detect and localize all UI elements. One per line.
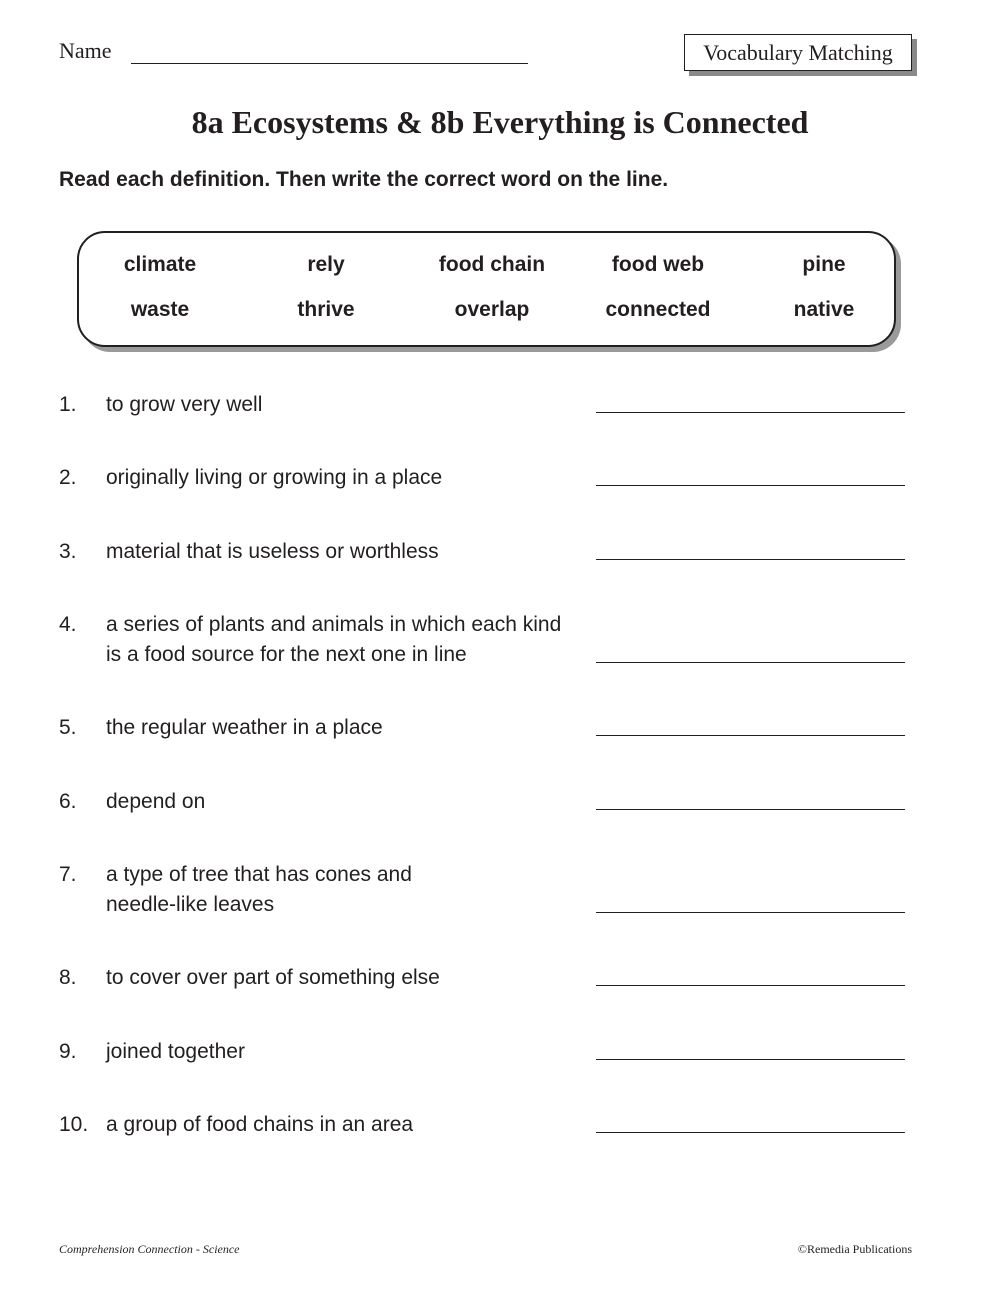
question-definition: depend on <box>106 790 206 813</box>
answer-line[interactable] <box>596 485 905 486</box>
answer-line[interactable] <box>596 662 905 663</box>
question-number: 8. <box>59 966 77 989</box>
question-definition: joined together <box>106 1040 245 1063</box>
question-number: 4. <box>59 613 77 636</box>
question-definition: a series of plants and animals in which each kind is a food source for the next one in line <box>106 613 562 666</box>
question-number: 1. <box>59 393 77 416</box>
word-bank-item: food chain <box>438 253 546 276</box>
answer-line[interactable] <box>596 559 905 560</box>
question-definition: material that is useless or worthless <box>106 540 439 563</box>
word-bank-item: waste <box>130 298 190 321</box>
word-bank-item: rely <box>307 253 345 276</box>
page-title: 8a Ecosystems & 8b Everything is Connected <box>191 104 809 140</box>
question-definition: to cover over part of something else <box>106 966 440 989</box>
worksheet-type-tag: Vocabulary Matching <box>684 34 912 71</box>
answer-line[interactable] <box>596 1059 905 1060</box>
answer-line[interactable] <box>596 985 905 986</box>
question-definition: a type of tree that has cones and needle-like leaves <box>106 863 412 916</box>
question-definition: a group of food chains in an area <box>106 1113 414 1136</box>
word-bank-item: thrive <box>297 298 355 321</box>
name-label: Name <box>59 38 112 63</box>
question-number: 2. <box>59 466 77 489</box>
question-definition: originally living or growing in a place <box>106 466 443 489</box>
word-bank-item: climate <box>123 253 197 276</box>
instructions: Read each definition. Then write the correct word on the line. <box>59 168 669 191</box>
word-bank-item: pine <box>802 253 846 276</box>
answer-line[interactable] <box>596 912 905 913</box>
word-bank-item: connected <box>605 298 711 321</box>
answer-line[interactable] <box>596 1132 905 1133</box>
answer-line[interactable] <box>596 412 905 413</box>
question-number: 10. <box>59 1113 89 1136</box>
question-number: 9. <box>59 1040 77 1063</box>
question-definition: the regular weather in a place <box>106 716 383 739</box>
answer-line[interactable] <box>596 735 905 736</box>
question-number: 3. <box>59 540 77 563</box>
footer-series: Comprehension Connection - Science <box>59 1242 240 1256</box>
footer-copyright: ©Remedia Publications <box>797 1242 912 1256</box>
word-bank <box>77 231 896 347</box>
word-bank-item: overlap <box>454 298 530 321</box>
word-bank-item: native <box>793 298 855 321</box>
question-number: 7. <box>59 863 77 886</box>
question-definition: to grow very well <box>106 393 263 416</box>
name-line[interactable] <box>131 63 528 64</box>
question-number: 5. <box>59 716 77 739</box>
answer-line[interactable] <box>596 809 905 810</box>
question-number: 6. <box>59 790 77 813</box>
word-bank-item: food web <box>611 253 705 276</box>
